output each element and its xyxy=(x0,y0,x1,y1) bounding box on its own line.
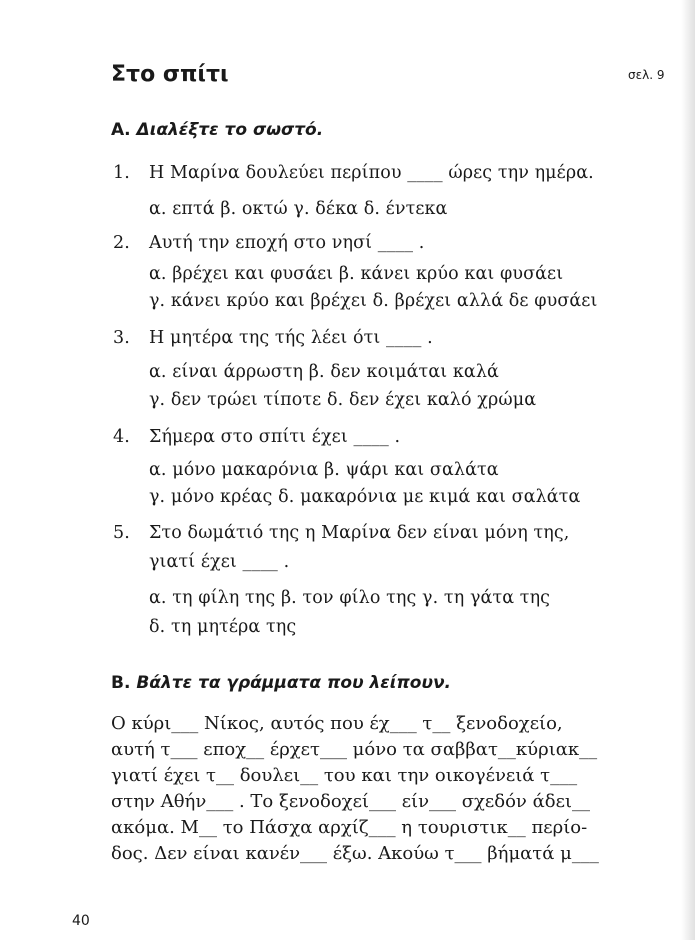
paragraph-line: γιατί έχει τ__ δουλει__ του και την οικογένειά τ___ xyxy=(111,765,578,786)
page-reference: σελ. 9 xyxy=(628,68,665,82)
chapter-title: Στο σπίτι xyxy=(111,62,229,87)
question-number: 4. xyxy=(113,427,130,447)
page-edge-shadow xyxy=(681,0,695,940)
question-3-options-line-2: γ. δεν τρώει τίποτε δ. δεν έχει καλό χρώμα xyxy=(149,390,537,410)
question-number: 1. xyxy=(113,163,130,183)
section-a-letter: Α. xyxy=(111,120,131,140)
question-text: Η μητέρα της τής λέει ότι ____ . xyxy=(149,328,433,348)
question-text: Στο δωμάτιό της η Μαρίνα δεν είναι μόνη της, xyxy=(149,523,570,543)
question-number: 2. xyxy=(113,233,130,253)
fill-in-paragraph xyxy=(111,711,671,867)
section-b-letter: Β. xyxy=(111,673,131,693)
question-3 xyxy=(113,328,433,348)
question-1-options: α. επτά β. οκτώ γ. δέκα δ. έντεκα xyxy=(149,199,448,219)
section-b-instruction: Βάλτε τα γράμματα που λείπουν. xyxy=(136,673,452,693)
paragraph-line: αυτή τ___ εποχ__ έρχετ___ μόνο τα σαββατ__κύριακ__ xyxy=(111,739,598,760)
question-5-continuation: γιατί έχει ____ . xyxy=(149,552,290,572)
section-a-instruction: Διαλέξτε το σωστό. xyxy=(136,120,324,140)
question-4-options-line-2: γ. μόνο κρέας δ. μακαρόνια με κιμά και σαλάτα xyxy=(149,487,581,507)
question-3-options-line-1: α. είναι άρρωστη β. δεν κοιμάται καλά xyxy=(149,362,499,382)
question-4-options-line-1: α. μόνο μακαρόνια β. ψάρι και σαλάτα xyxy=(149,460,499,480)
question-number: 5. xyxy=(113,523,130,543)
question-2-options-line-2: γ. κάνει κρύο και βρέχει δ. βρέχει αλλά δε φυσάει xyxy=(149,291,598,311)
question-2-options-line-1: α. βρέχει και φυσάει β. κάνει κρύο και φυσάει xyxy=(149,264,564,284)
paragraph-line: ακόμα. Μ__ το Πάσχα αρχίζ___ η τουριστικ__ περίο- xyxy=(111,817,588,838)
question-5 xyxy=(113,523,569,543)
section-b-title xyxy=(111,673,451,693)
question-4 xyxy=(113,427,400,447)
paragraph-line: στην Αθήν___ . Το ξενοδοχεί___ είν___ σχεδόν άδει__ xyxy=(111,791,590,812)
question-5-options-line-1: α. τη φίλη της β. τον φίλο της γ. τη γάτα της xyxy=(149,588,551,608)
page-number: 40 xyxy=(72,913,90,929)
question-2 xyxy=(113,233,424,253)
section-a-title xyxy=(111,120,323,140)
paragraph-line: Ο κύρι___ Νίκος, αυτός που έχ___ τ__ ξενοδοχείο, xyxy=(111,713,563,734)
paragraph-line: δος. Δεν είναι κανέν___ έξω. Ακούω τ___ βήματά μ___ xyxy=(111,843,599,864)
question-1 xyxy=(113,163,594,183)
question-text: Η Μαρίνα δουλεύει περίπου ____ ώρες την ημέρα. xyxy=(149,163,594,183)
question-5-options-line-2: δ. τη μητέρα της xyxy=(149,617,297,637)
question-number: 3. xyxy=(113,328,130,348)
question-text: Σήμερα στο σπίτι έχει ____ . xyxy=(149,427,401,447)
question-text: Αυτή την εποχή στο νησί ____ . xyxy=(149,233,425,253)
